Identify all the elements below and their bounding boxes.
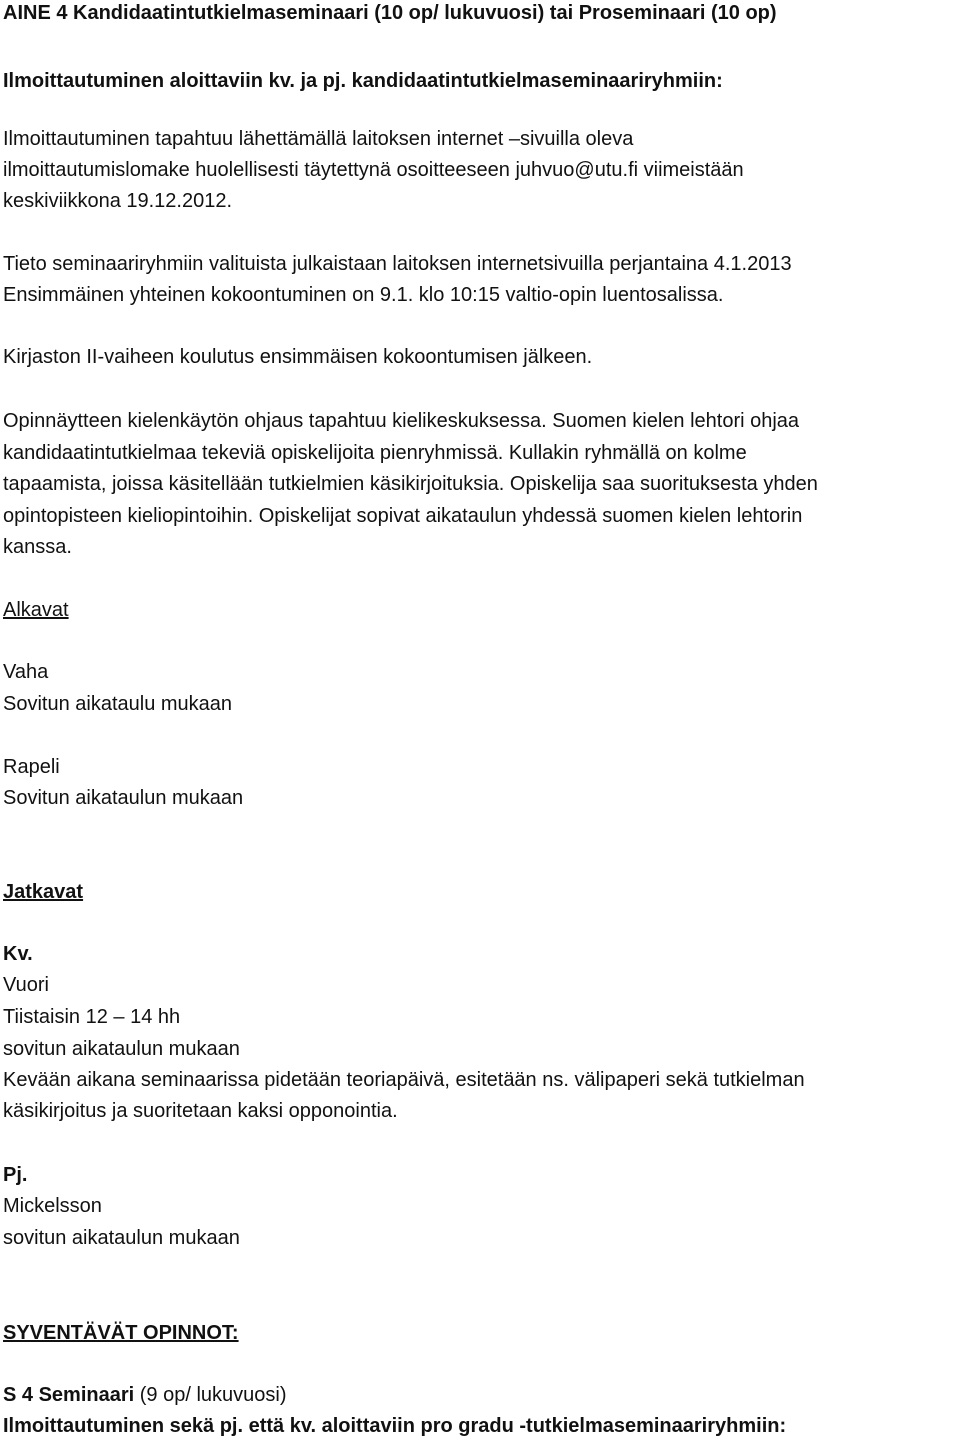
thesis-text-line: opintopisteen kieliopintoihin. Opiskelijat sopivat aikataulun yhdessä suomen kielen lehtorin	[3, 505, 803, 527]
s4-seminar-credits: (9 op/ lukuvuosi)	[134, 1384, 287, 1406]
registration-heading: Ilmoittautuminen aloittaviin kv. ja pj. kandidaatintutkielmaseminaariryhmiin:	[3, 70, 723, 92]
pj-schedule: sovitun aikataulun mukaan	[3, 1227, 240, 1249]
group-name: Rapeli	[3, 756, 60, 778]
s4-seminar-name: S 4 Seminaari	[3, 1384, 135, 1406]
pj-label: Pj.	[3, 1164, 28, 1186]
thesis-text-line: tapaamista, joissa käsitellään tutkielmien käsikirjoituksia. Opiskelija saa suorituksesta yhden	[3, 473, 818, 495]
aine4-title: AINE 4 Kandidaatintutkielmaseminaari (10 op/ lukuvuosi) tai Proseminaari (10 op)	[3, 2, 777, 24]
pj-name: Mickelsson	[3, 1195, 102, 1217]
registration-text-line: Ilmoittautuminen tapahtuu lähettämällä laitoksen internet –sivuilla oleva	[3, 128, 634, 150]
group-name: Vaha	[3, 661, 49, 683]
group-schedule: Sovitun aikataulun mukaan	[3, 787, 244, 809]
kv-time: Tiistaisin 12 – 14 hh	[3, 1006, 181, 1028]
kv-label: Kv.	[3, 943, 33, 965]
s4-seminar-title	[3, 1385, 286, 1405]
kv-note-line: käsikirjoitus ja suoritetaan kaksi opponointia.	[3, 1100, 398, 1122]
registration-text-line: keskiviikkona 19.12.2012.	[3, 190, 233, 212]
alkavat-heading: Alkavat	[3, 599, 69, 621]
jatkavat-heading: Jatkavat	[3, 881, 84, 903]
registration-text-line: ilmoittautumislomake huolellisesti täytettynä osoitteeseen juhvuo@utu.fi viimeistään	[3, 159, 744, 181]
kv-name: Vuori	[3, 974, 49, 996]
thesis-text-line: kandidaatintutkielmaa tekeviä opiskelijoita pienryhmissä. Kullakin ryhmällä on kolme	[3, 442, 747, 464]
group-schedule: Sovitun aikataulu mukaan	[3, 693, 233, 715]
thesis-text-line: kanssa.	[3, 536, 72, 558]
final-registration-heading: Ilmoittautuminen sekä pj. että kv. aloittaviin pro gradu -tutkielmaseminaariryhmiin:	[3, 1415, 787, 1437]
info-text-line: Tieto seminaariryhmiin valituista julkaistaan laitoksen internetsivuilla perjantaina 4.1.2013	[3, 253, 792, 275]
thesis-text-line: Opinnäytteen kielenkäytön ohjaus tapahtuu kielikeskuksessa. Suomen kielen lehtori ohjaa	[3, 410, 800, 432]
info-text-line: Ensimmäinen yhteinen kokoontuminen on 9.1. klo 10:15 valtio-opin luentosalissa.	[3, 284, 724, 306]
kv-note-line: Kevään aikana seminaarissa pidetään teoriapäivä, esitetään ns. välipaperi sekä tutkielman	[3, 1069, 805, 1091]
advanced-studies-heading: SYVENTÄVÄT OPINNOT:	[3, 1322, 239, 1344]
library-text: Kirjaston II-vaiheen koulutus ensimmäisen kokoontumisen jälkeen.	[3, 346, 593, 368]
kv-schedule: sovitun aikataulun mukaan	[3, 1038, 240, 1060]
